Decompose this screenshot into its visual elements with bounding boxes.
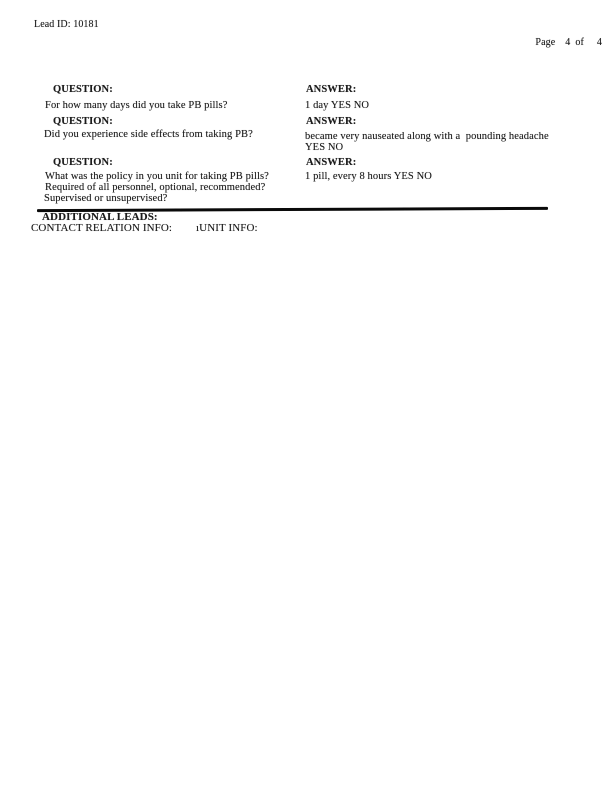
question-text: What was the policy in you unit for taking PB pills? [45,171,269,182]
page-indicator-label: Page [535,37,556,48]
lead-id-label: Lead ID: 10181 [34,19,99,30]
question-label: QUESTION: [53,84,113,95]
unit-info-label: ıUNIT INFO: [196,222,258,234]
answer-text: became very nauseated along with a pounding headache [305,131,549,142]
page-indicator-total: 4 [596,37,602,48]
answer-text: YES NO [305,142,344,153]
question-text: Supervised or unsupervised? [44,193,168,204]
answer-label: ANSWER: [306,157,357,168]
contact-relation-info-label: CONTACT RELATION INFO: [31,222,173,234]
question-label: QUESTION: [53,157,113,168]
page-indicator-current: 4 [565,37,571,48]
question-text: Did you experience side effects from taking PB? [44,129,253,140]
question-text: For how many days did you take PB pills? [45,100,228,111]
page-indicator [525,25,602,61]
question-text: Required of all personnel, optional, recommended? [45,182,266,193]
question-label: QUESTION: [53,116,113,127]
answer-label: ANSWER: [306,116,357,127]
answer-label: ANSWER: [306,84,357,95]
additional-leads-title: ADDITIONAL LEADS: [42,211,158,223]
answer-text: 1 pill, every 8 hours YES NO [305,171,432,182]
page-indicator-separator: of [575,37,584,48]
answer-text: 1 day YES NO [305,100,370,111]
